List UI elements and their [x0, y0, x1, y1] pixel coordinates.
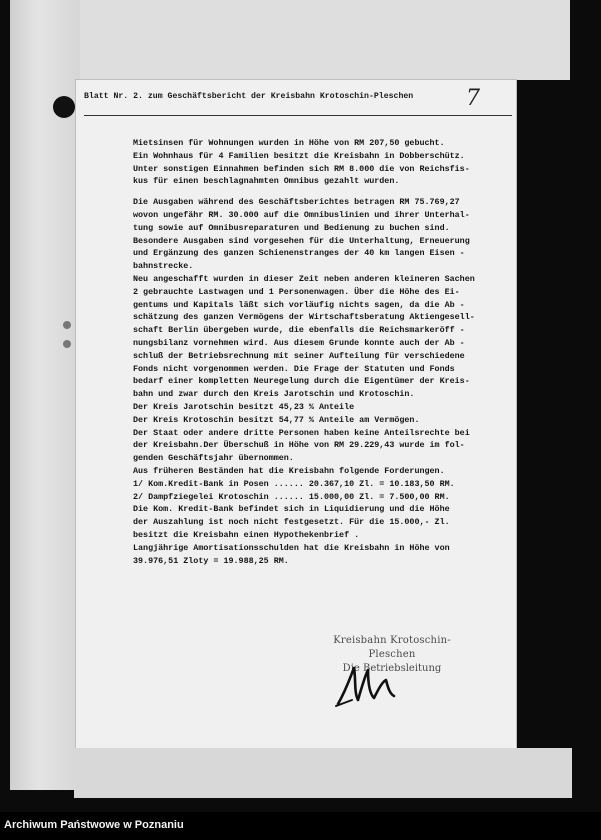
signature [332, 660, 402, 710]
text-line [133, 188, 513, 196]
text-line: wovon ungefähr RM. 30.000 auf die Omnibuslinien und ihrer Unterhal- [133, 209, 470, 220]
text-line: Besondere Ausgaben sind vorgesehen für die Unterhaltung, Erneuerung [133, 235, 470, 246]
stamp-company-name: Kreisbahn Krotoschin-Pleschen [333, 635, 451, 660]
text-line: und Ergänzung des ganzen Schienenstranges der 40 km langen Eisen - [133, 248, 465, 259]
text-line: 1/ Kom.Kredit-Bank in Posen ...... 20.367,10 Zl. = 10.183,50 RM. [133, 478, 455, 489]
text-line: schaft Berlin übergeben wurde, die ebenfalls die Reichsmarkeröff - [133, 325, 465, 336]
text-line: der Kreisbahn.Der Überschuß in Höhe von RM 29.229,43 wurde im fol- [133, 440, 465, 451]
page-header: Blatt Nr. 2. zum Geschäftsbericht der Kreisbahn Krotoschin-Pleschen [84, 92, 414, 101]
text-line: schluß der Betriebsrechnung mit seiner Aufteilung für verschiedene [133, 350, 465, 361]
document-body [133, 137, 513, 567]
text-line: 2/ Dampfziegelei Krotoschin ...... 15.000,00 Zl. = 7.500,00 RM. [133, 491, 450, 502]
text-line: schätzung des ganzen Vermögens der Wirtschaftsberatung Aktiengesell- [133, 312, 475, 323]
text-line: 2 gebrauchte Lastwagen und 1 Personenwagen. Über die Höhe des Ei- [133, 286, 460, 297]
archive-label: Archiwum Państwowe w Poznaniu [4, 819, 184, 831]
text-line: genden Geschäftsjahr übernommen. [133, 453, 294, 464]
text-line: Mietsinsen für Wohnungen wurden in Höhe von RM 207,50 gebucht. [133, 138, 445, 148]
header-rule [84, 115, 512, 116]
text-line: der Auszahlung ist noch nicht festgesetzt. Für die 15.000,- Zl. [133, 517, 450, 528]
text-line: Unter sonstigen Einnahmen befinden sich RM 8.000 die von Reichsfis- [133, 163, 470, 174]
text-line: tung sowie auf Omnibusreparaturen und Bedienung zu buchen sind. [133, 222, 450, 233]
text-line: Der Kreis Krotoschin besitzt 54,77 % Anteile am Vermögen. [133, 414, 420, 425]
stamp-department: Die Betriebsleitung [342, 663, 442, 674]
text-line: Der Kreis Jarotschin besitzt 45,23 % Anteile [133, 401, 355, 412]
under-sheet [74, 748, 572, 798]
text-line: besitzt die Kreisbahn einen Hypothekenbrief . [133, 529, 360, 540]
text-line: Fonds nicht vorgenommen werden. Die Frage der Statuten und Fonds [133, 363, 455, 374]
left-binding-edge [10, 0, 80, 790]
backing-sheet [40, 0, 570, 80]
text-line: bahn und zwar durch den Kreis Jarotschin und Krotoschin. [133, 389, 415, 400]
punch-hole [53, 96, 75, 118]
text-line: nungsbilanz vornehmen wird. Aus diesem Grunde konnte auch der Ab - [133, 337, 465, 348]
text-line: Die Ausgaben während des Geschäftsberichtes betragen RM 75.769,27 [133, 197, 460, 208]
text-line: gentums und Kapitals läßt sich vorläufig nichts sagen, da die Ab - [133, 299, 465, 310]
text-line: Langjährige Amortisationsschulden hat die Kreisbahn in Höhe von [133, 542, 450, 553]
text-line: Aus früheren Beständen hat die Kreisbahn folgende Forderungen. [133, 465, 445, 476]
page-number: 7 [466, 86, 480, 111]
punch-hole [63, 321, 71, 329]
text-line: kus für einen beschlagnahmten Omnibus gezahlt wurden. [133, 176, 400, 187]
text-line: Die Kom. Kredit-Bank befindet sich in Liquidierung und die Höhe [133, 504, 450, 515]
text-line: bedarf einer kompletten Neuregelung durch die Eigentümer der Kreis- [133, 376, 470, 387]
punch-hole [63, 340, 71, 348]
text-line: bahnstrecke. [133, 261, 194, 272]
text-line: Der Staat oder andere dritte Personen haben keine Anteilsrechte bei [133, 427, 470, 438]
text-line: 39.976,51 Zloty = 19.988,25 RM. [133, 555, 289, 566]
text-line: Neu angeschafft wurden in dieser Zeit neben anderen kleineren Sachen [133, 273, 475, 284]
text-line: Ein Wohnhaus für 4 Familien besitzt die Kreisbahn in Dobberschütz. [133, 150, 465, 161]
